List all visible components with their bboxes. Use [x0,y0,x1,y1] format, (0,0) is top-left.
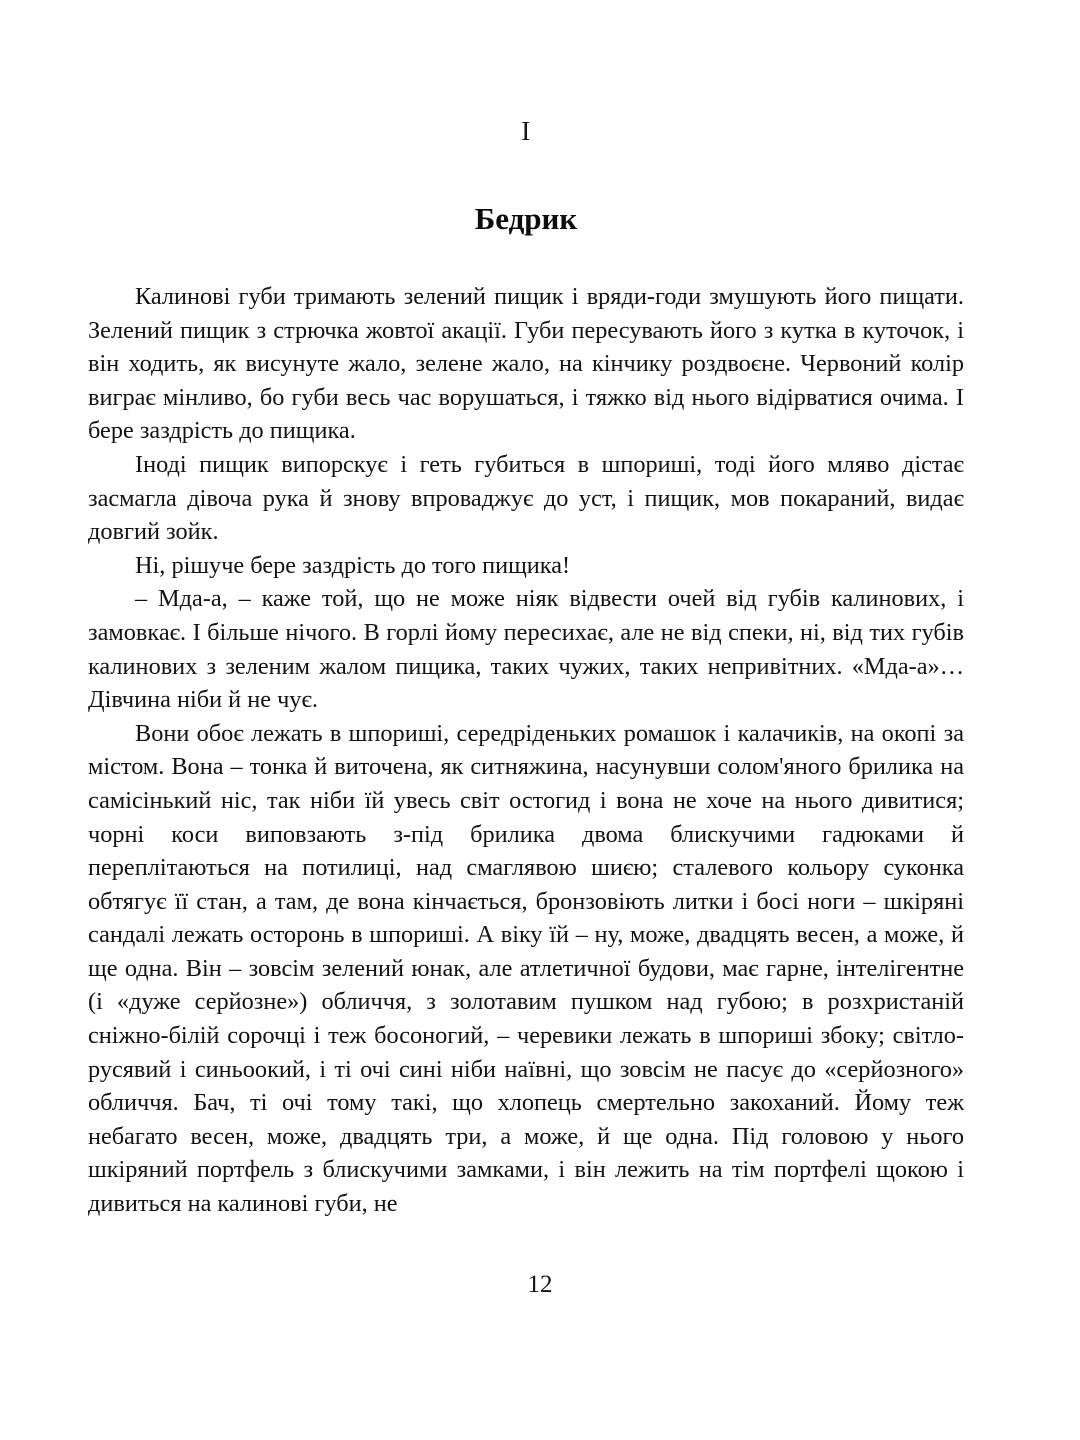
paragraph: Іноді пищик випорскує і геть губиться в шпориші, тоді його мляво дістає засмагла дівоча рука й знову впроваджує до уст, і пищик, мов покараний, видає довгий зойк. [88,450,964,546]
paragraph: Вони обоє лежать в шпориші, середріденьких ромашок і калачиків, на окопі за містом. Вона – тонка й виточена, як ситняжина, насунувши солом'яного брилика на самісінький ніс, так ніби їй увесь світ остогид і вона не хоче на нього дивитися; чорні коси виповзають з-під брилика двома блискучими гадюками й переплітаються на потилиці, над смаглявою шиєю; сталевого кольору суконка обтягує її стан, а там, де вона кінчається, бронзовіють литки і босі ноги – шкіряні сандалі лежать осторонь в шпориші. А віку їй – ну, може, двадцять весен, а може, й ще одна. Він – зовсім зелений юнак, але атлетичної будови, має гарне, інтелігентне (і «дуже серйозне») обличчя, з золотавим пушком над губою; в розхристаній сніжно-білій сорочці і теж босоногий, – черевики лежать в шпориші збоку; світло-русявий і синьоокий, і ті очі сині ніби наївні, що зовсім не пасує до «серйозного» обличчя. Бач, ті очі тому такі, що хлопець смертельно закоханий. Йому теж небагато весен, може, двадцять три, а може, й ще одна. Під головою у нього шкіряний портфель з блискучими замками, і він лежить на тім портфелі щокою і дивиться на калинові губи, не [88,719,964,1218]
paragraph: Калинові губи тримають зелений пищик і вряди-годи змушують його пищати. Зелений пищик з стрючка жовтої акації. Губи пересувають його з кутка в куточок, і він ходить, як висунуте жало, зелене жало, на кінчику роздвоєне. Червоний колір виграє мінливо, бо губи весь час ворушаться, і тяжко від нього відірватися очима. І бере заздрість до пищика. [88,283,964,445]
chapter-number: I [521,116,531,146]
body-text [88,234,964,1221]
paragraph: Ні, рішуче бере заздрість до того пищика! [135,551,571,579]
page-content [88,0,964,1221]
page-number: 12 [527,1271,553,1298]
chapter-title: Бедрик [474,201,578,236]
paragraph: – Мда-а, – каже той, що не може ніяк відвести очей від губів калинових, і замовкає. І більше нічого. В горлі йому пересихає, але не від спеки, ні, від тих губів калинових з зеленим жалом пищика, таких чужих, таких непривітних. «Мда-а»… Дівчина ніби й не чує. [88,585,964,714]
